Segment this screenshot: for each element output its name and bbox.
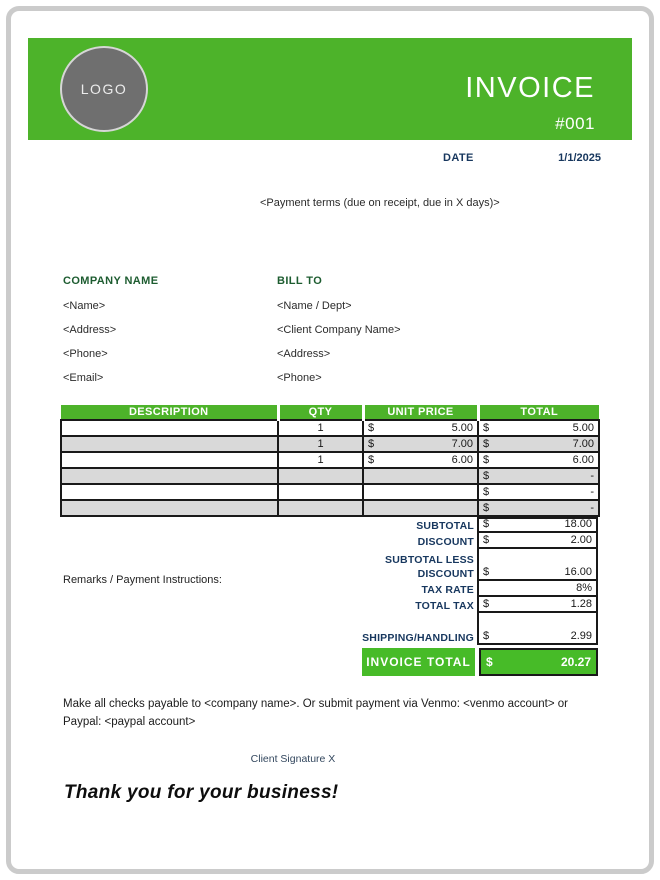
currency-symbol: $: [486, 655, 493, 669]
item-description-cell[interactable]: [61, 484, 278, 500]
table-row: [61, 484, 599, 500]
table-row: [61, 436, 599, 452]
client-company-field[interactable]: <Client Company Name>: [277, 324, 401, 336]
currency-symbol: $: [483, 534, 490, 546]
currency-symbol: $: [483, 421, 490, 434]
currency-symbol: $: [483, 566, 490, 578]
discount-row: [60, 533, 598, 549]
item-unit-price-cell[interactable]: $ 7.00: [363, 436, 478, 452]
item-description-cell[interactable]: [61, 500, 278, 516]
item-qty-cell[interactable]: [278, 500, 363, 516]
item-total-cell: $ -: [478, 468, 599, 484]
currency-symbol: $: [483, 501, 490, 514]
item-description-cell[interactable]: [61, 436, 278, 452]
col-header-qty: QTY: [278, 405, 363, 420]
tax-rate-value-cell[interactable]: 8%: [477, 581, 598, 597]
shipping-row: [60, 613, 598, 645]
total-tax-label: TOTAL TAX: [415, 600, 474, 612]
currency-symbol: $: [368, 437, 375, 450]
item-unit-price-cell[interactable]: [363, 468, 478, 484]
invoice-total-value-cell: $ 20.27: [479, 648, 598, 676]
item-unit-price-cell[interactable]: $ 5.00: [363, 420, 478, 436]
client-phone-field[interactable]: <Phone>: [277, 372, 322, 384]
invoice-number: #001: [555, 114, 595, 133]
item-total-cell: $ 6.00: [478, 452, 599, 468]
client-signature-line[interactable]: Client Signature X: [250, 753, 336, 765]
item-qty-cell[interactable]: 1: [278, 420, 363, 436]
shipping-label: SHIPPING/HANDLING: [362, 632, 474, 644]
table-row: [61, 468, 599, 484]
payment-note: Make all checks payable to <company name>. Or submit payment via Venmo: <venmo account> or Paypal: <paypal account>: [63, 698, 568, 728]
items-header-row: [61, 405, 599, 420]
currency-symbol: $: [483, 518, 490, 530]
item-unit-price-cell[interactable]: $ 6.00: [363, 452, 478, 468]
total-tax-value-cell: $ 1.28: [477, 597, 598, 613]
company-name-heading: COMPANY NAME: [63, 275, 159, 287]
currency-symbol: $: [483, 630, 490, 642]
item-unit-price-cell[interactable]: [363, 484, 478, 500]
currency-symbol: $: [368, 453, 375, 466]
col-header-unit-price: UNIT PRICE: [363, 405, 478, 420]
invoice-total-row: [60, 648, 598, 676]
invoice-title: INVOICE: [465, 72, 595, 104]
company-address-field[interactable]: <Address>: [63, 324, 117, 336]
currency-symbol: $: [368, 421, 375, 434]
client-name-field[interactable]: <Name / Dept>: [277, 300, 352, 312]
shipping-value-cell[interactable]: $ 2.99: [477, 613, 598, 645]
item-total-cell: $ -: [478, 500, 599, 516]
currency-symbol: $: [483, 598, 490, 610]
item-total-cell: $ 5.00: [478, 420, 599, 436]
summary-section: [60, 517, 598, 676]
subtotal-less-discount-label: SUBTOTAL LESS DISCOUNT: [385, 554, 474, 580]
item-description-cell[interactable]: [61, 452, 278, 468]
logo-placeholder[interactable]: [60, 46, 148, 132]
bill-to-heading: BILL TO: [277, 275, 323, 287]
client-address-field[interactable]: <Address>: [277, 348, 331, 360]
currency-symbol: $: [483, 453, 490, 466]
col-header-total: TOTAL: [478, 405, 599, 420]
total-tax-row: [60, 597, 598, 613]
item-qty-cell[interactable]: [278, 468, 363, 484]
subtotal-row: [60, 517, 598, 533]
currency-symbol: $: [483, 485, 490, 498]
discount-label: DISCOUNT: [417, 536, 474, 548]
currency-symbol: $: [483, 469, 490, 482]
item-description-cell[interactable]: [61, 420, 278, 436]
thank-you-message: Thank you for your business!: [64, 782, 339, 803]
item-qty-cell[interactable]: [278, 484, 363, 500]
item-description-cell[interactable]: [61, 468, 278, 484]
table-row: [61, 500, 599, 516]
table-row: [61, 420, 599, 436]
date-value[interactable]: 1/1/2025: [558, 152, 601, 164]
remarks-label: Remarks / Payment Instructions:: [63, 574, 222, 586]
tax-rate-label: TAX RATE: [421, 584, 474, 596]
item-total-cell: $ 7.00: [478, 436, 599, 452]
company-phone-field[interactable]: <Phone>: [63, 348, 108, 360]
subtotal-value-cell: $ 18.00: [477, 517, 598, 533]
invoice-total-label: INVOICE TOTAL: [362, 648, 475, 676]
company-name-field[interactable]: <Name>: [63, 300, 106, 312]
item-total-cell: $ -: [478, 484, 599, 500]
item-unit-price-cell[interactable]: [363, 500, 478, 516]
subtotal-less-discount-value-cell: $ 16.00: [477, 549, 598, 581]
col-header-description: DESCRIPTION: [61, 405, 278, 420]
logo-text: LOGO: [80, 81, 128, 97]
item-qty-cell[interactable]: 1: [278, 436, 363, 452]
header-banner: [28, 38, 632, 140]
currency-symbol: $: [483, 437, 490, 450]
subtotal-label: SUBTOTAL: [416, 520, 474, 532]
items-table: [60, 405, 600, 517]
payment-terms-placeholder[interactable]: <Payment terms (due on receipt, due in X days)>: [260, 197, 500, 209]
table-row: [61, 452, 599, 468]
company-email-field[interactable]: <Email>: [63, 372, 104, 384]
item-qty-cell[interactable]: 1: [278, 452, 363, 468]
discount-value-cell[interactable]: $ 2.00: [477, 533, 598, 549]
date-label: DATE: [443, 152, 474, 164]
